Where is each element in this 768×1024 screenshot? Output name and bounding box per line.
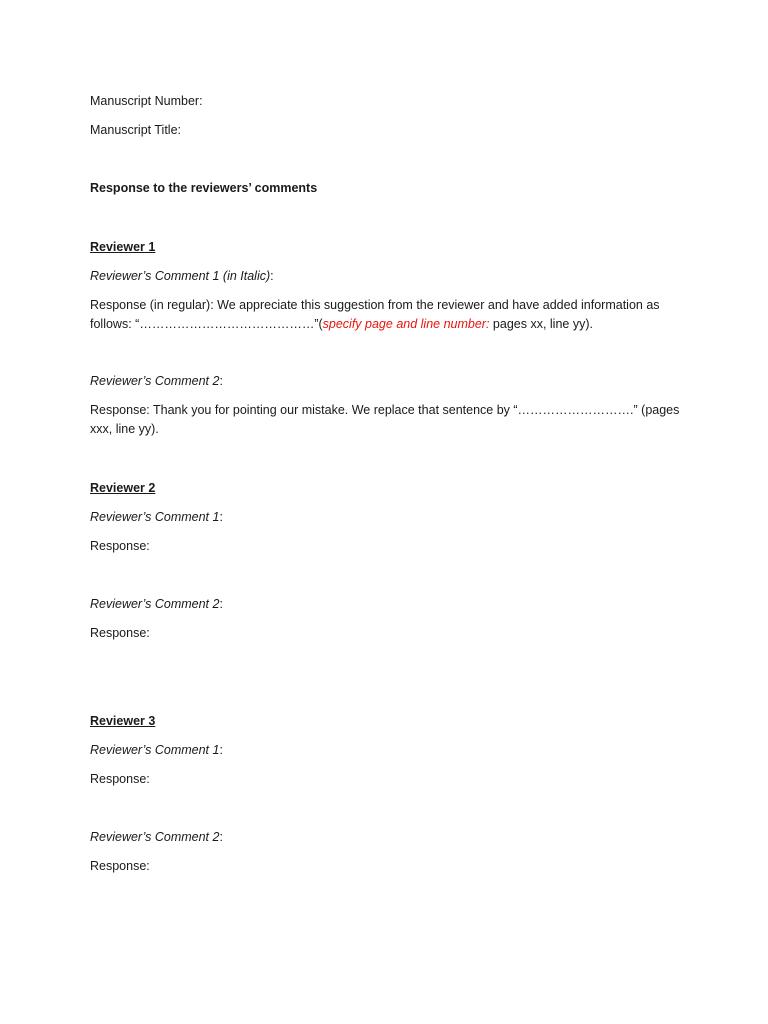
- reviewer-1-comment-1: [90, 267, 680, 286]
- reviewer-1-response-1-tail: pages xx, line yy).: [489, 317, 593, 331]
- reviewer-1-comment-2-label: Reviewer’s Comment 2: [90, 374, 220, 388]
- reviewer-1-comment-1-colon: :: [270, 269, 274, 283]
- reviewer-3-heading: Reviewer 3: [90, 714, 156, 728]
- reviewer-2-comment-2: [90, 595, 680, 614]
- reviewer-3-comment-1-label: Reviewer’s Comment 1: [90, 743, 220, 757]
- reviewer-2-response-2: Response:: [90, 626, 150, 640]
- reviewer-3-comment-2-label: Reviewer’s Comment 2: [90, 830, 220, 844]
- reviewer-3-comment-2: [90, 828, 680, 847]
- reviewer-1-comment-1-label: Reviewer’s Comment 1 (in Italic): [90, 269, 271, 283]
- reviewer-1-comment-2-colon: :: [219, 374, 223, 388]
- reviewer-2-comment-1-colon: :: [219, 510, 223, 524]
- reviewer-3-response-1: Response:: [90, 772, 150, 786]
- reviewer-1-response-1-text: Response (in regular): We appreciate this suggestion from the reviewer and have added information as follows: “……………………………………”(: [90, 298, 660, 331]
- reviewer-1-response-1-instruction: specify page and line number:: [322, 317, 490, 331]
- reviewer-2-response-1: Response:: [90, 539, 150, 553]
- reviewer-3-comment-2-colon: :: [219, 830, 223, 844]
- reviewer-2-heading: Reviewer 2: [90, 481, 156, 495]
- reviewer-1-heading: Reviewer 1: [90, 240, 156, 254]
- manuscript-number-label: Manuscript Number:: [90, 94, 203, 108]
- document-title: Response to the reviewers’ comments: [90, 181, 318, 195]
- reviewer-2-comment-1-label: Reviewer’s Comment 1: [90, 510, 220, 524]
- reviewer-1-comment-2: [90, 372, 680, 391]
- reviewer-1-response-1: [90, 296, 680, 334]
- reviewer-2-comment-1: [90, 508, 680, 527]
- reviewer-2-comment-2-colon: :: [219, 597, 223, 611]
- reviewer-1-response-2: Response: Thank you for pointing our mistake. We replace that sentence by “……………………….” (pages xxx, line yy).: [90, 403, 680, 436]
- reviewer-2-comment-2-label: Reviewer’s Comment 2: [90, 597, 220, 611]
- reviewer-3-comment-1: [90, 741, 680, 760]
- reviewer-3-comment-1-colon: :: [219, 743, 223, 757]
- reviewer-3-response-2: Response:: [90, 859, 150, 873]
- manuscript-title-label: Manuscript Title:: [90, 123, 182, 137]
